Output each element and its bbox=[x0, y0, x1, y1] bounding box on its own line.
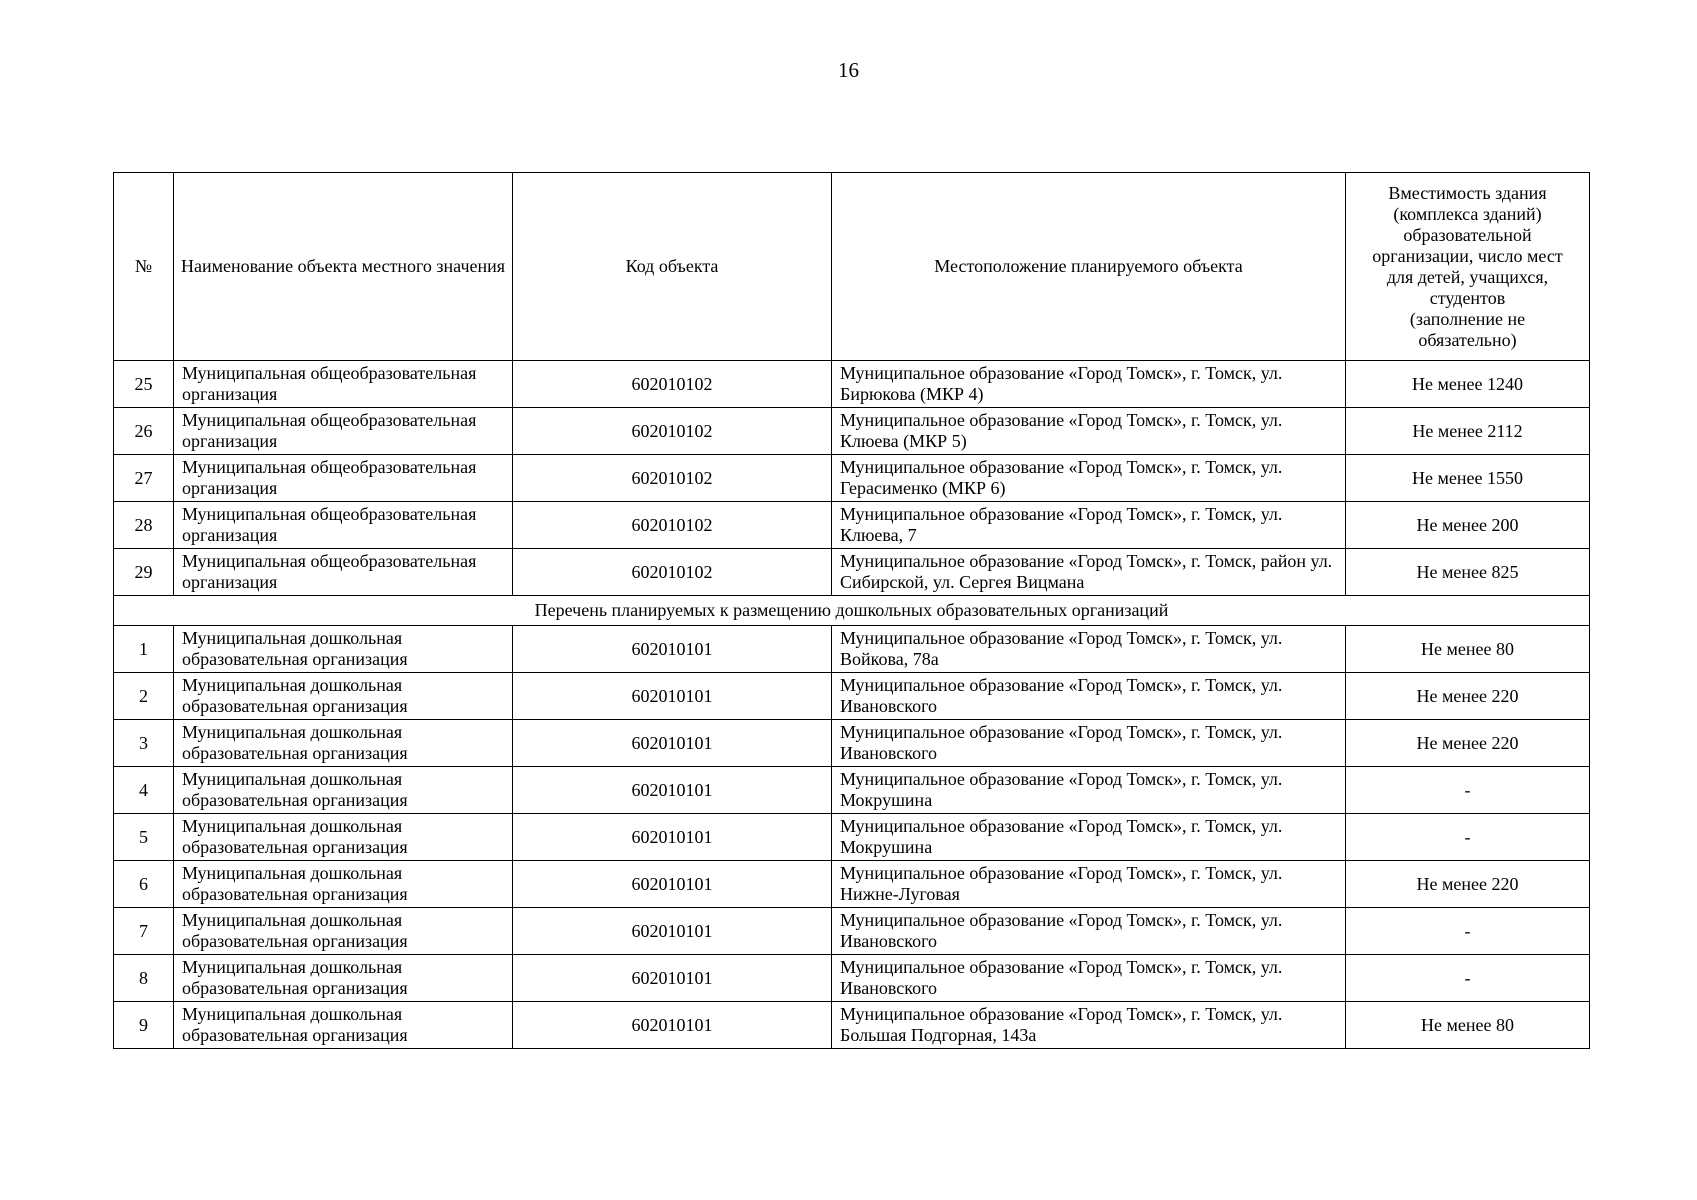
object-location: Муниципальное образование «Город Томск», г. Томск, ул. Ивановского bbox=[832, 955, 1346, 1002]
row-number: 9 bbox=[114, 1002, 174, 1049]
row-number: 2 bbox=[114, 673, 174, 720]
object-location: Муниципальное образование «Город Томск», г. Томск, район ул. Сибирской, ул. Сергея Вицмана bbox=[832, 549, 1346, 596]
object-location: Муниципальное образование «Город Томск», г. Томск, ул. Войкова, 78а bbox=[832, 626, 1346, 673]
object-location: Муниципальное образование «Город Томск», г. Томск, ул. Ивановского bbox=[832, 720, 1346, 767]
object-name: Муниципальная дошкольная образовательная организация bbox=[174, 673, 513, 720]
object-location: Муниципальное образование «Город Томск», г. Томск, ул. Мокрушина bbox=[832, 767, 1346, 814]
object-code: 602010101 bbox=[513, 673, 832, 720]
object-code: 602010101 bbox=[513, 908, 832, 955]
object-capacity: Не менее 825 bbox=[1346, 549, 1590, 596]
table-body bbox=[114, 361, 1590, 1049]
table-row bbox=[114, 1002, 1590, 1049]
object-code: 602010101 bbox=[513, 861, 832, 908]
object-name: Муниципальная общеобразовательная организация bbox=[174, 361, 513, 408]
object-code: 602010101 bbox=[513, 814, 832, 861]
table-row bbox=[114, 861, 1590, 908]
object-location: Муниципальное образование «Город Томск», г. Томск, ул. Мокрушина bbox=[832, 814, 1346, 861]
object-code: 602010101 bbox=[513, 626, 832, 673]
object-location: Муниципальное образование «Город Томск», г. Томск, ул. Большая Подгорная, 143а bbox=[832, 1002, 1346, 1049]
object-capacity: Не менее 1240 bbox=[1346, 361, 1590, 408]
object-code: 602010101 bbox=[513, 720, 832, 767]
object-location: Муниципальное образование «Город Томск», г. Томск, ул. Нижне-Луговая bbox=[832, 861, 1346, 908]
row-number: 5 bbox=[114, 814, 174, 861]
object-capacity: Не менее 80 bbox=[1346, 626, 1590, 673]
object-name: Муниципальная дошкольная образовательная организация bbox=[174, 720, 513, 767]
object-name: Муниципальная общеобразовательная организация bbox=[174, 502, 513, 549]
header-capacity-line: образовательной bbox=[1403, 224, 1532, 245]
object-name: Муниципальная дошкольная образовательная организация bbox=[174, 767, 513, 814]
page-number: 16 bbox=[838, 58, 859, 82]
object-capacity: - bbox=[1346, 955, 1590, 1002]
row-number: 28 bbox=[114, 502, 174, 549]
row-number: 1 bbox=[114, 626, 174, 673]
table-row bbox=[114, 767, 1590, 814]
header-capacity bbox=[1346, 173, 1590, 361]
object-name: Муниципальная дошкольная образовательная организация bbox=[174, 908, 513, 955]
header-capacity-line: для детей, учащихся, bbox=[1386, 266, 1549, 287]
object-name: Муниципальная дошкольная образовательная организация bbox=[174, 861, 513, 908]
object-capacity: Не менее 80 bbox=[1346, 1002, 1590, 1049]
object-location: Муниципальное образование «Город Томск», г. Томск, ул. Ивановского bbox=[832, 673, 1346, 720]
object-code: 602010101 bbox=[513, 767, 832, 814]
table-row bbox=[114, 502, 1590, 549]
object-location: Муниципальное образование «Город Томск», г. Томск, ул. Клюева (МКР 5) bbox=[832, 408, 1346, 455]
object-capacity: - bbox=[1346, 908, 1590, 955]
row-number: 27 bbox=[114, 455, 174, 502]
header-location: Местоположение планируемого объекта bbox=[832, 173, 1346, 361]
table-row bbox=[114, 673, 1590, 720]
table-row bbox=[114, 720, 1590, 767]
object-capacity: Не менее 220 bbox=[1346, 673, 1590, 720]
object-name: Муниципальная общеобразовательная организация bbox=[174, 455, 513, 502]
row-number: 3 bbox=[114, 720, 174, 767]
table-row bbox=[114, 908, 1590, 955]
table-row bbox=[114, 408, 1590, 455]
object-code: 602010102 bbox=[513, 502, 832, 549]
table-row bbox=[114, 626, 1590, 673]
section-title: Перечень планируемых к размещению дошкольных образовательных организаций bbox=[114, 596, 1590, 626]
row-number: 26 bbox=[114, 408, 174, 455]
header-capacity-line: организации, число мест bbox=[1372, 245, 1563, 266]
object-name: Муниципальная дошкольная образовательная организация bbox=[174, 626, 513, 673]
objects-table bbox=[113, 172, 1590, 1049]
object-code: 602010102 bbox=[513, 408, 832, 455]
table-row bbox=[114, 361, 1590, 408]
header-capacity-line: Вместимость здания bbox=[1388, 182, 1547, 203]
object-location: Муниципальное образование «Город Томск», г. Томск, ул. Ивановского bbox=[832, 908, 1346, 955]
object-capacity: - bbox=[1346, 767, 1590, 814]
row-number: 4 bbox=[114, 767, 174, 814]
object-code: 602010102 bbox=[513, 361, 832, 408]
object-code: 602010101 bbox=[513, 1002, 832, 1049]
object-capacity: Не менее 220 bbox=[1346, 861, 1590, 908]
object-name: Муниципальная дошкольная образовательная организация bbox=[174, 955, 513, 1002]
object-code: 602010102 bbox=[513, 455, 832, 502]
row-number: 29 bbox=[114, 549, 174, 596]
row-number: 6 bbox=[114, 861, 174, 908]
header-code: Код объекта bbox=[513, 173, 832, 361]
table-header-row bbox=[114, 173, 1590, 361]
row-number: 8 bbox=[114, 955, 174, 1002]
header-capacity-line: (комплекса зданий) bbox=[1393, 203, 1542, 224]
object-location: Муниципальное образование «Город Томск», г. Томск, ул. Герасименко (МКР 6) bbox=[832, 455, 1346, 502]
object-capacity: - bbox=[1346, 814, 1590, 861]
object-capacity: Не менее 1550 bbox=[1346, 455, 1590, 502]
object-capacity: Не менее 220 bbox=[1346, 720, 1590, 767]
object-code: 602010102 bbox=[513, 549, 832, 596]
object-location: Муниципальное образование «Город Томск», г. Томск, ул. Клюева, 7 bbox=[832, 502, 1346, 549]
object-name: Муниципальная дошкольная образовательная организация bbox=[174, 1002, 513, 1049]
object-capacity: Не менее 2112 bbox=[1346, 408, 1590, 455]
section-row bbox=[114, 596, 1590, 626]
header-name: Наименование объекта местного значения bbox=[174, 173, 513, 361]
table-row bbox=[114, 455, 1590, 502]
header-num: № bbox=[114, 173, 174, 361]
table-row bbox=[114, 549, 1590, 596]
header-capacity-line: обязательно) bbox=[1418, 329, 1517, 350]
row-number: 7 bbox=[114, 908, 174, 955]
row-number: 25 bbox=[114, 361, 174, 408]
object-name: Муниципальная общеобразовательная организация bbox=[174, 549, 513, 596]
object-code: 602010101 bbox=[513, 955, 832, 1002]
table-row bbox=[114, 814, 1590, 861]
header-capacity-line: студентов bbox=[1429, 287, 1506, 308]
object-name: Муниципальная дошкольная образовательная организация bbox=[174, 814, 513, 861]
object-capacity: Не менее 200 bbox=[1346, 502, 1590, 549]
header-capacity-line: (заполнение не bbox=[1409, 308, 1526, 329]
object-location: Муниципальное образование «Город Томск», г. Томск, ул. Бирюкова (МКР 4) bbox=[832, 361, 1346, 408]
object-name: Муниципальная общеобразовательная организация bbox=[174, 408, 513, 455]
table-row bbox=[114, 955, 1590, 1002]
